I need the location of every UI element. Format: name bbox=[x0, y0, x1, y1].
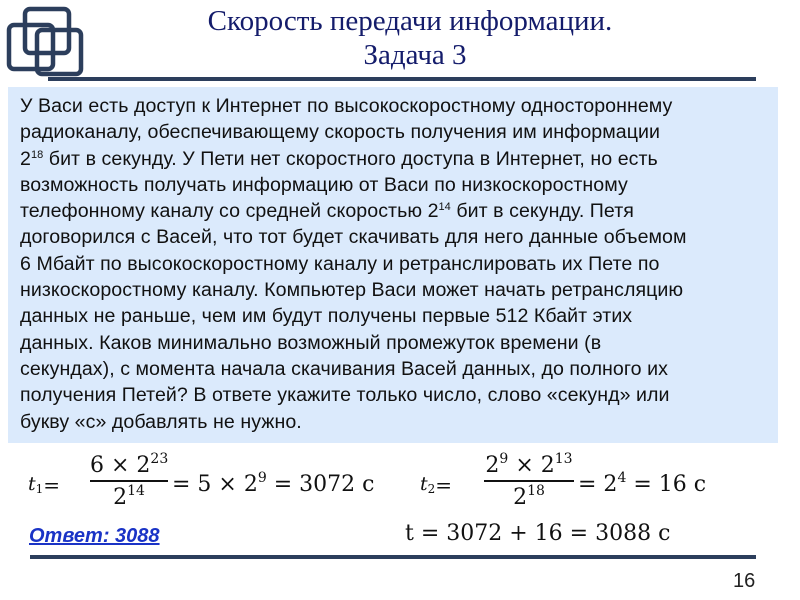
t2-fraction: $2^9 \times 2^{13}$ $2^{18}$ bbox=[485, 451, 573, 510]
task-line: телефонному каналу со средней скоростью $2^{14}$ бит в секунду. Петя bbox=[20, 200, 634, 223]
slide-title-line1: Скорость передачи информации. bbox=[207, 5, 613, 37]
task-line: 6 Мбайт по высокоскоростному каналу и ретранслировать их Пете по bbox=[20, 252, 660, 275]
task-line: низкоскоростному каналу. Компьютер Васи может начать ретрансляцию bbox=[20, 279, 684, 302]
task-line: договорился с Васей, что тот будет скачивать для него данные объемом bbox=[20, 226, 687, 249]
t1-result: = $5 \times 2^9 = 3072$ с bbox=[172, 470, 375, 497]
slide-title bbox=[130, 4, 690, 72]
header-divider bbox=[48, 77, 756, 81]
task-statement bbox=[8, 87, 778, 443]
page-number: 16 bbox=[733, 570, 756, 592]
t1-variable: $t_1$ = bbox=[28, 473, 61, 497]
t2-variable: $t_2$ = bbox=[420, 473, 453, 497]
task-line: $2^{18}$ бит в секунду. У Пети нет скоростного доступа в Интернет, но есть bbox=[20, 147, 658, 170]
total-time-formula: t = 3072 + 16 = 3088 с bbox=[405, 521, 671, 546]
task-line: букву «с» добавлять не нужно. bbox=[20, 410, 302, 433]
t1-fraction: $6 \times 2^{23}$ $2^{14}$ bbox=[90, 451, 169, 510]
task-line: У Васи есть доступ к Интернет по высокоскоростному одностороннему bbox=[20, 95, 673, 117]
task-line: возможность получать информацию от Васи по низкоскоростному bbox=[20, 173, 628, 196]
t2-result: = $2^4 = 16$ с bbox=[578, 470, 707, 497]
task-line: данных не раньше, чем им будут получены первые 512 Кбайт этих bbox=[20, 305, 633, 328]
task-line: данных. Каков минимально возможный промежуток времени (в bbox=[20, 331, 602, 354]
slide-title-line2: Задача 3 bbox=[363, 39, 467, 71]
footer-divider bbox=[30, 555, 756, 559]
overlapping-squares-logo-icon bbox=[6, 6, 84, 78]
answer-link[interactable]: Ответ: 3088 bbox=[29, 525, 160, 547]
task-line: радиоканалу, обеспечивающему скорость получения им информации bbox=[20, 121, 660, 144]
task-line: секундах), с момента начала скачивания Васей данных, до полного их bbox=[20, 357, 668, 380]
task-line: получения Петей? В ответе укажите только число, слово «секунд» или bbox=[20, 384, 670, 407]
